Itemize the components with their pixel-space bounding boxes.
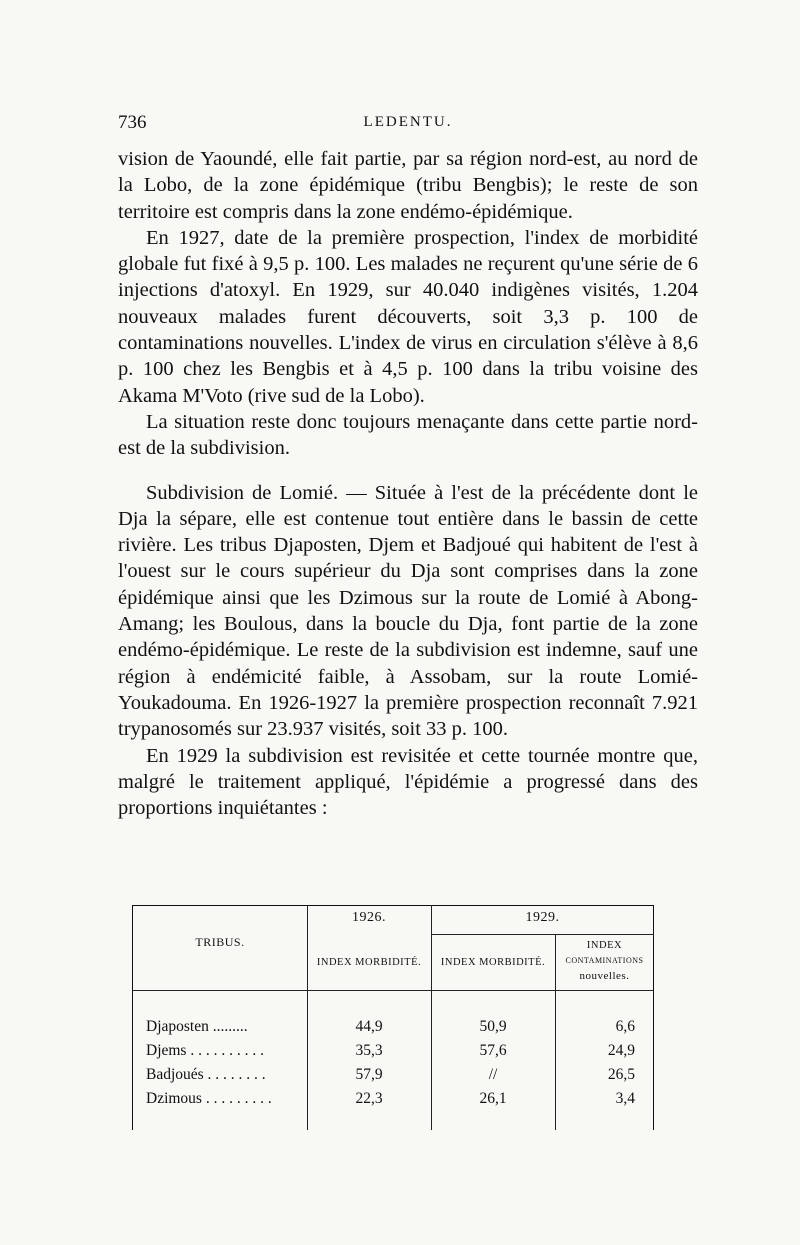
page-number: 736 [118,112,147,133]
table-cell-contaminations: 6,6 [615,1018,635,1035]
table-cell-morbidite-1929: // [488,1066,498,1083]
column-header-contamination-line3: nouvelles. [579,970,630,982]
paragraph-subdivision-lomie: Subdivision de Lomié. — Située à l'est de la précédente dont le Dja la sépare, elle est contenue tout entière dans le bassin de cette rivière. Les tribus Djaposten, Djem et Badjoué qui habitent de l'est à l'ouest sur le cours supérieur du Dja sont comprises dans la zone épidémique ainsi que les Dzimous sur la route de Lomié à Abong-Amang; les Boulous, dans la boucle du Dja, font partie de la zone endémo-épidémique. Le reste de la subdivision est indemne, sauf une région à endémicité faible, à Assobam, sur la route Lomié-Youkadouma. En 1926-1927 la première prospection reconnaît 7.921 trypanosomés sur 23.937 visités, soit 33 p. 100. [118,481,698,741]
table-row-tribu: Badjoués . . . . . . . . [146,1066,266,1083]
table-cell-morbidite-1929: 50,9 [479,1018,507,1035]
table-cell-morbidite-1926: 35,3 [355,1042,383,1059]
table-cell-contaminations: 3,4 [615,1090,635,1107]
column-header-morbidite-1926: INDEX MORBIDITÉ. [316,957,422,968]
column-header-morbidite-1929: INDEX MORBIDITÉ. [440,957,546,968]
table-cell-contaminations: 26,5 [607,1066,635,1083]
table-cell-morbidite-1929: 26,1 [479,1090,507,1107]
table-cell-morbidite-1926: 22,3 [355,1090,383,1107]
table-row-tribu: Dzimous . . . . . . . . . [146,1090,272,1107]
page-header [118,112,698,146]
paragraph-1: vision de Yaoundé, elle fait partie, par sa région nord-est, au nord de la Lobo, de la zone épidémique (tribu Bengbis); le reste de son territoire est compris dans la zone endémo-épidémique. [118,148,698,223]
table-cell-morbidite-1926: 57,9 [355,1066,383,1083]
table-divider [431,934,654,935]
running-title: LEDENTU. [363,114,453,130]
table-cell-morbidite-1926: 44,9 [355,1018,383,1035]
table-cell-morbidite-1929: 57,6 [479,1042,507,1059]
table-cell-contaminations: 24,9 [607,1042,635,1059]
table-row-tribu: Djaposten ......... [146,1018,248,1035]
page-body [118,112,698,821]
column-header-year-1929: 1929. [525,910,560,925]
table-divider [133,990,653,991]
paragraph-2: En 1927, date de la première prospection, l'index de morbidité globale fut fixé à 9,5 p. 100. Les malades ne reçurent qu'une série de 6 injections d'atoxyl. En 1929, sur 40.040 indigènes visités, 1.204 nouveaux malades furent découverts, soit 3,3 p. 100 de contaminations nouvelles. L'index de virus en circulation s'élève à 8,6 p. 100 chez les Bengbis et à 4,5 p. 100 dans la tribu voisine des Akama M'Voto (rive sud de la Lobo). [118,226,698,407]
paragraph-3: La situation reste donc toujours menaçante dans cette partie nord-est de la subdivision. [118,410,698,460]
paragraph-5: En 1929 la subdivision est revisitée et cette tournée montre que, malgré le traitement appliqué, l'épidémie a progressé dans des proportions inquiétantes : [118,744,698,820]
table-row-tribu: Djems . . . . . . . . . . [146,1042,264,1059]
column-header-contamination-line1: INDEX [586,940,623,951]
column-header-year-1926: 1926. [352,910,386,925]
column-header-contamination-line2: CONTAMINATIONS [565,956,644,965]
column-header-tribus: TRIBUS. [195,935,245,949]
